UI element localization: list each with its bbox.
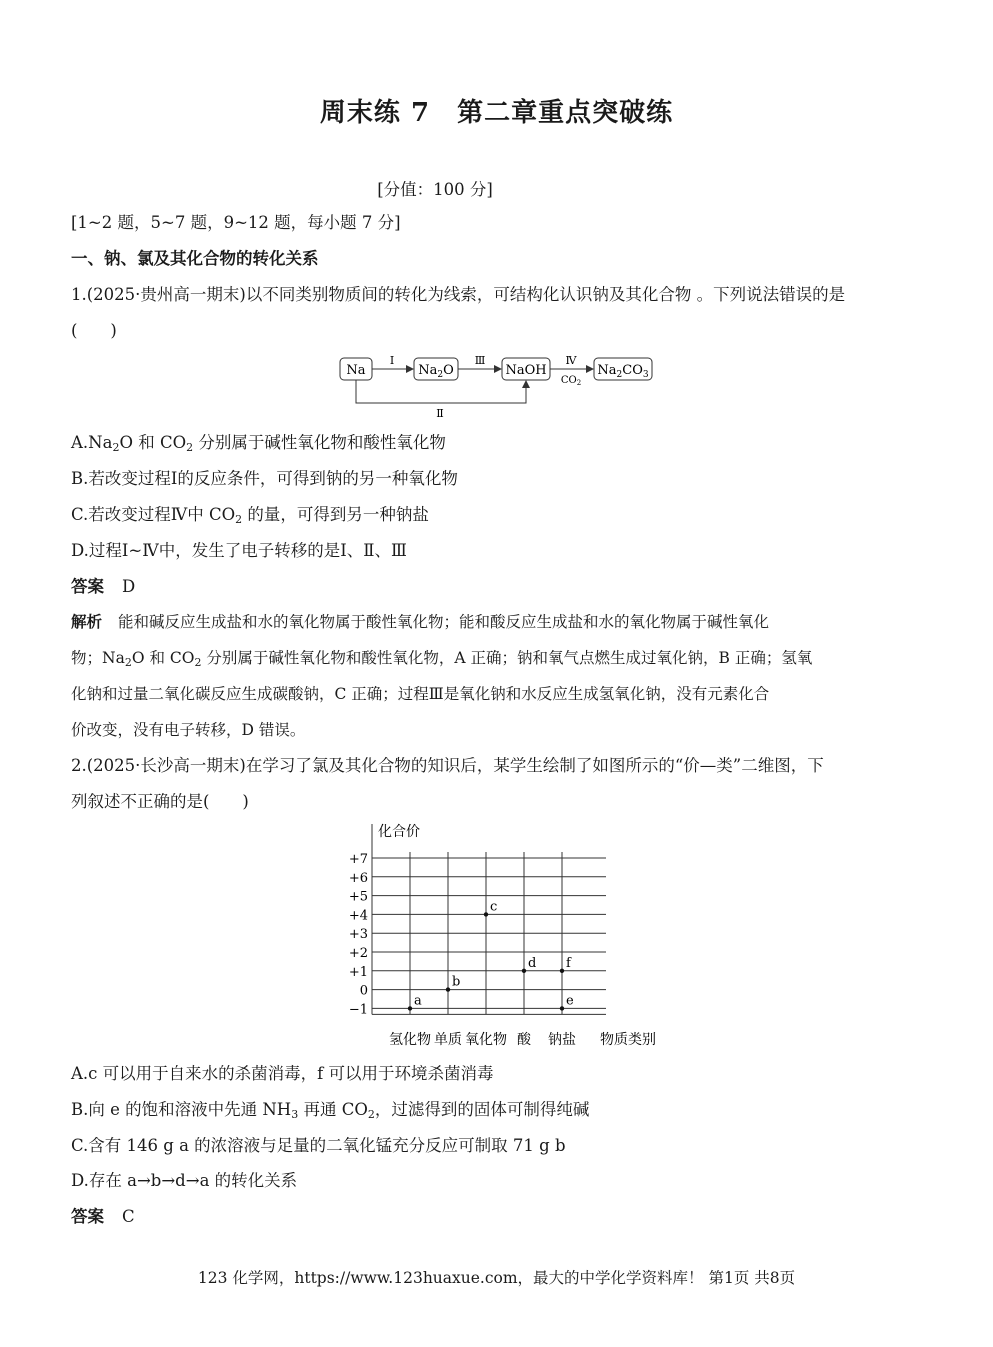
q2-stem-line2: 列叙述不正确的是( ) [71,792,249,811]
category-label: 氧化物 [465,1032,507,1048]
point-f [560,969,564,973]
q2-option-c: C.含有 146 g a 的浓溶液与足量的二氧化锰充分反应可制取 71 g b [71,1136,566,1155]
q1-option-a: $A.Na_2O$ 和 $CO_2$ 分别属于碱性氧化物和酸性氧化物 [71,433,446,454]
q1-stem: 1.(2025·贵州高一期末)以不同类别物质间的转化为线索，可结构化认识钠及其化合物 。下列说法错误的是 [71,285,846,304]
point-label-f: f [566,955,571,971]
step2-label: Ⅱ [436,407,444,420]
point-c [484,912,488,916]
section-heading: 一、钠、氯及其化合物的转化关系 [71,249,319,268]
step3-label: Ⅲ [474,354,486,367]
point-b [446,987,450,991]
y-tick-label: +4 [348,908,368,924]
co2-condition: $CO_2$ [560,375,582,387]
valence-class-chart [340,818,660,1052]
y-tick-label: +6 [348,870,368,886]
q1-conversion-diagram [330,348,660,424]
page-title: 周末练 7 第二章重点突破练 [319,98,674,128]
q1-option-b: B.若改变过程Ⅰ的反应条件，可得到钠的另一种氧化物 [71,469,458,488]
step4-label: Ⅳ [565,354,577,367]
y-tick-label: +1 [348,964,368,980]
naoh-label: NaOH [505,363,547,378]
y-axis-label: 化合价 [378,824,420,840]
na2o-label: $Na_2O$ [418,363,454,380]
y-tick-label: +2 [348,946,368,961]
q2-option-b: B.向 e 的饱和溶液中先通 $NH_3$ 再通 $CO_2$，过滤得到的固体可制得纯碱 [71,1100,590,1121]
point-e [560,1006,564,1010]
q1-option-c: C.若改变过程Ⅳ中 $CO_2$ 的量，可得到另一种钠盐 [71,505,429,526]
point-label-e: e [566,993,574,1009]
q2-stem: 2.(2025·长沙高一期末)在学习了氯及其化合物的知识后，某学生绘制了如图所示的“价—类”二维图，下 [71,756,824,775]
na2co3-label: $Na_2CO_3$ [597,363,649,380]
q1-explanation-line2: 物；$Na_2O$ 和 $CO_2$ 分别属于碱性氧化物和酸性氧化物，A 正确；钠和氧气点燃生成过氧化钠，B 正确；氢氧 [71,649,813,669]
y-tick-label: 0 [359,983,368,999]
y-tick-label: +3 [348,927,368,943]
na-label: Na [346,363,366,378]
q1-stem-bracket: ( ) [71,321,117,340]
point-label-d: d [528,955,537,971]
category-label: 酸 [517,1032,531,1048]
q1-option-d: D.过程Ⅰ~Ⅳ中，发生了电子转移的是Ⅰ、Ⅱ、Ⅲ [71,541,407,560]
point-a [408,1006,412,1010]
q2-option-a: A.c 可以用于自来水的杀菌消毒，f 可以用于环境杀菌消毒 [71,1064,494,1083]
q1-explanation-line1: 解析 能和碱反应生成盐和水的氧化物属于酸性氧化物；能和酸反应生成盐和水的氧化物属于碱性氧化 [71,612,770,631]
q1-explanation-line4: 价改变，没有电子转移，D 错误。 [71,721,306,739]
q1-explanation-line3: 化钠和过量二氧化碳反应生成碳酸钠，C 正确；过程Ⅲ是氧化钠和水反应生成氢氧化钠，没有元素化合 [71,685,770,703]
arrow-step2 [356,380,526,403]
point-label-a: a [414,993,422,1009]
point-label-b: b [452,974,461,990]
category-label: 钠盐 [548,1032,576,1048]
point-label-c: c [490,899,498,915]
scoring-note: [1~2 题，5~7 题，9~12 题，每小题 7 分] [71,213,401,232]
q2-answer: 答案 C [71,1207,135,1226]
category-label: 氢化物 [389,1032,431,1048]
page-footer: 123 化学网，https://www.123huaxue.com，最大的中学化学资料库！ 第1页 共8页 [197,1269,796,1287]
step1-label: Ⅰ [389,354,395,367]
x-axis-label: 物质类别 [600,1032,656,1048]
point-d [522,969,526,973]
q1-answer: 答案 D [71,577,136,596]
y-tick-label: +5 [348,889,368,905]
score-info: [分值：100 分] [377,180,493,199]
y-tick-label: +7 [348,852,368,867]
q2-option-d: D.存在 a→b→d→a 的转化关系 [71,1171,298,1190]
category-label: 单质 [434,1032,462,1048]
y-tick-label: −1 [348,1002,368,1018]
